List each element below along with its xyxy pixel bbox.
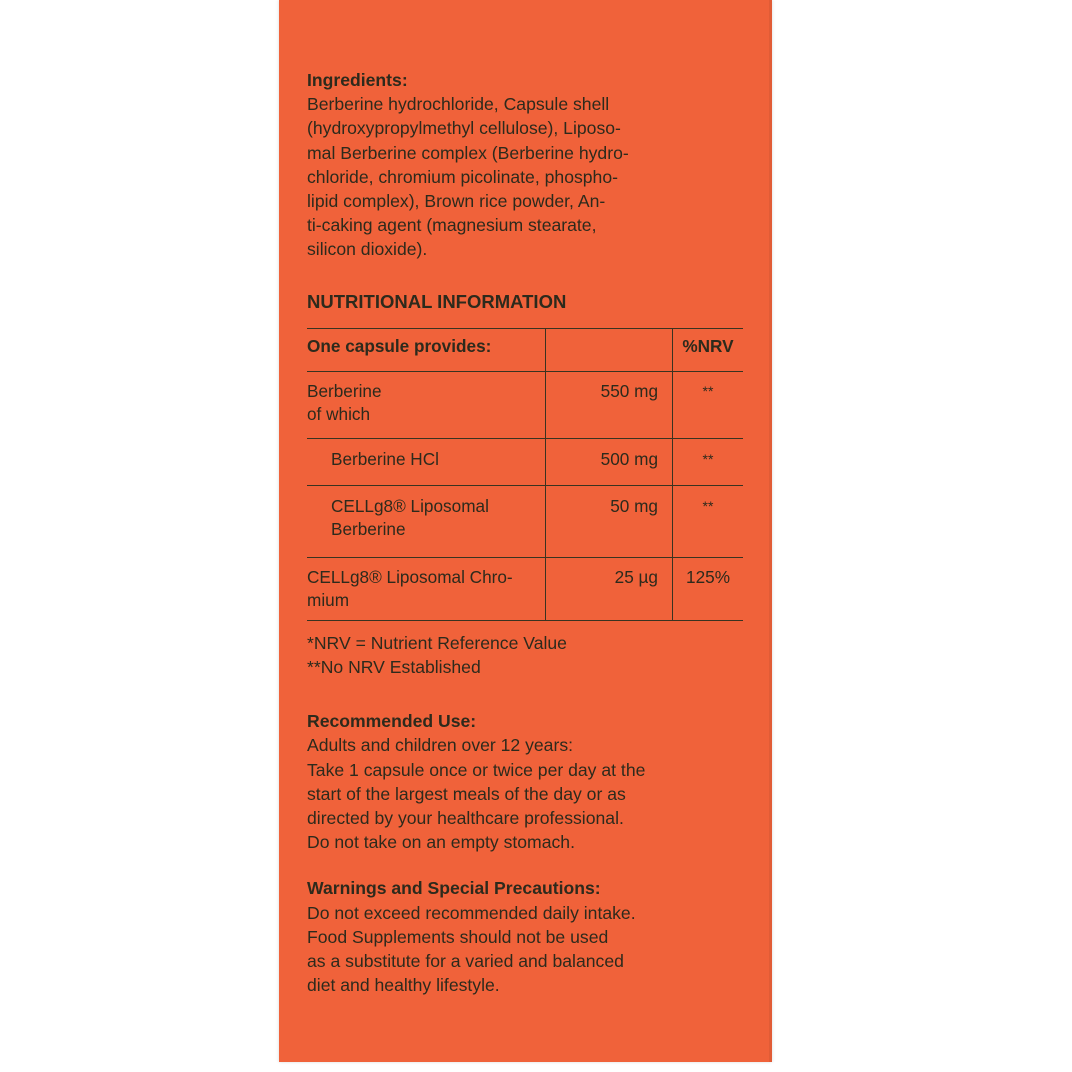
- footnote: *NRV = Nutrient Reference Value: [307, 632, 567, 653]
- label-content: [307, 68, 747, 997]
- ingredients-line: Berberine hydrochloride, Capsule shell: [307, 94, 610, 115]
- table-header-row: [307, 328, 743, 371]
- ingredients-line: chloride, chromium picolinate, phospho-: [307, 166, 618, 187]
- header-cell-amount: [546, 328, 673, 371]
- nutrient-amount: 25 µg: [546, 557, 673, 620]
- warnings-text: [307, 901, 747, 998]
- recommended-use-heading: Recommended Use:: [307, 711, 477, 732]
- nutrient-name: Berberine: [307, 380, 382, 401]
- ingredients-line: silicon dioxide).: [307, 239, 428, 260]
- header-cell-provides: One capsule provides:: [307, 328, 546, 371]
- ingredients-heading: Ingredients:: [307, 70, 408, 90]
- nutrient-name-cell: [307, 371, 546, 438]
- nutrient-name-continued: Berberine: [331, 518, 406, 539]
- nutrient-nrv: **: [673, 438, 744, 485]
- warnings-line: as a substitute for a varied and balanced: [307, 951, 624, 972]
- nutrient-name: CELLg8® Liposomal Chro-: [307, 566, 513, 587]
- ingredients-line: mal Berberine complex (Berberine hydro-: [307, 142, 629, 163]
- table-row: [307, 485, 743, 557]
- nutrient-name-cell: [307, 438, 546, 485]
- nutrient-amount: 550 mg: [546, 371, 673, 438]
- warnings-line: Food Supplements should not be used: [307, 926, 609, 947]
- recommended-use-line: start of the largest meals of the day or as: [307, 783, 626, 804]
- ingredients-line: (hydroxypropylmethyl cellulose), Liposo-: [307, 118, 621, 139]
- warnings-heading: Warnings and Special Precautions:: [307, 878, 601, 899]
- nutrient-amount: 50 mg: [546, 485, 673, 557]
- product-label-panel: [279, 0, 772, 1062]
- warnings-line: Do not exceed recommended daily intake.: [307, 902, 636, 923]
- table-row: [307, 438, 743, 485]
- nutrient-nrv: 125%: [673, 557, 744, 620]
- recommended-use-text: [307, 733, 747, 854]
- nutrient-name: Berberine HCl: [331, 448, 439, 469]
- ingredients-text: [307, 92, 747, 261]
- nutrient-name-cell: [307, 557, 546, 620]
- table-row: [307, 371, 743, 438]
- nutrient-name: CELLg8® Liposomal: [331, 495, 489, 516]
- nutrient-nrv: **: [673, 371, 744, 438]
- ingredients-line: ti-caking agent (magnesium stearate,: [307, 215, 597, 236]
- nutrient-name-continued: mium: [307, 589, 350, 610]
- ingredients-line: lipid complex), Brown rice powder, An-: [307, 191, 606, 212]
- header-cell-nrv: %NRV: [673, 328, 744, 371]
- recommended-use-line: directed by your healthcare professional.: [307, 808, 624, 829]
- recommended-use-line: Take 1 capsule once or twice per day at the: [307, 759, 646, 780]
- footnote: **No NRV Established: [307, 657, 481, 678]
- panel-edge-shadow: [769, 0, 772, 1062]
- recommended-use-line: Adults and children over 12 years:: [307, 735, 574, 756]
- recommended-use-line: Do not take on an empty stomach.: [307, 832, 575, 853]
- nutrient-nrv: **: [673, 485, 744, 557]
- nutrient-amount: 500 mg: [546, 438, 673, 485]
- nutrition-title: NUTRITIONAL INFORMATION: [307, 290, 567, 312]
- nutrition-table: [307, 328, 743, 621]
- nutrition-footnotes: [307, 631, 747, 679]
- table-row: [307, 557, 743, 620]
- nutrient-name-cell: [307, 485, 546, 557]
- warnings-line: diet and healthy lifestyle.: [307, 975, 500, 996]
- nutrient-subname: of which: [307, 403, 371, 424]
